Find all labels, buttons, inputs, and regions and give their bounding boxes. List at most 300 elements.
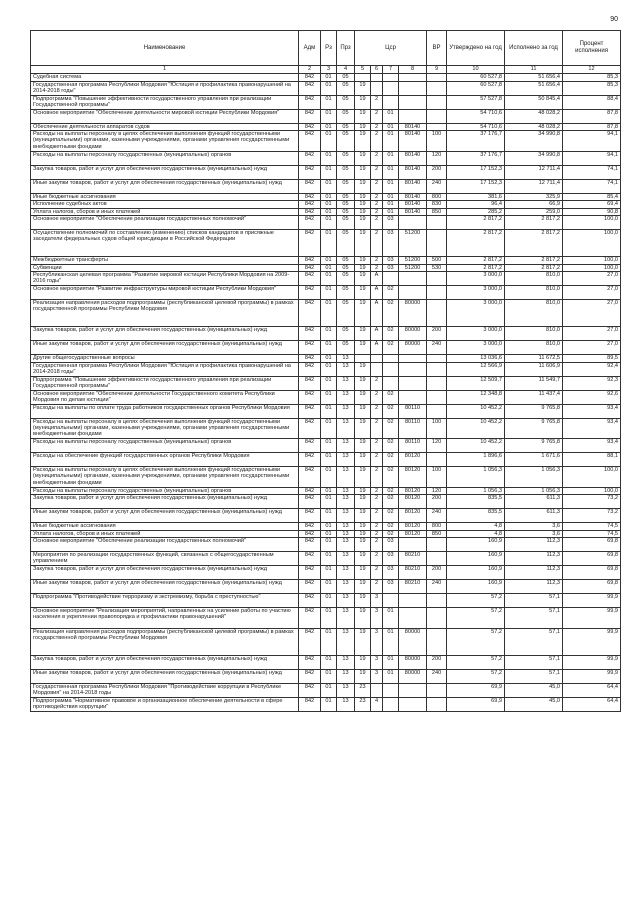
row-name: Реализация направления расходов подпрограммы (республиканской целевой программы) в рамках государственной программы Республики Мордовия <box>31 628 299 655</box>
row-csr-program: 19 <box>355 193 371 201</box>
row-name: Закупка товаров, работ и услуг для обеспечения государственных (муниципальных) нужд <box>31 566 299 580</box>
row-csr-subprogram: 2 <box>371 230 383 257</box>
row-vr: 200 <box>427 327 447 341</box>
row-plan: 3 000,0 <box>447 341 505 355</box>
row-plan: 96,4 <box>447 201 505 209</box>
row-rz: 01 <box>321 257 337 265</box>
col-number: 6 <box>371 66 383 74</box>
row-csr-direction: 80000 <box>399 327 427 341</box>
row-percent: 93,4 <box>563 439 621 453</box>
row-adm: 842 <box>299 257 321 265</box>
row-fact: 57,1 <box>505 594 563 608</box>
row-vr: 240 <box>427 179 447 193</box>
row-csr-program: 19 <box>355 123 371 131</box>
row-rz: 01 <box>321 109 337 123</box>
row-csr-direction <box>399 109 427 123</box>
row-rz: 01 <box>321 467 337 488</box>
row-plan: 835,5 <box>447 509 505 523</box>
row-prz: 05 <box>337 123 355 131</box>
table-row <box>31 131 621 152</box>
row-prz: 13 <box>337 669 355 683</box>
row-fact: 810,0 <box>505 286 563 300</box>
row-plan: 1 056,3 <box>447 467 505 488</box>
row-percent: 90,8 <box>563 208 621 216</box>
row-prz: 13 <box>337 390 355 404</box>
row-prz: 13 <box>337 404 355 418</box>
row-prz: 13 <box>337 608 355 629</box>
row-csr-event: 03 <box>383 580 399 594</box>
row-csr-event: 02 <box>383 300 399 327</box>
row-fact: 259,0 <box>505 208 563 216</box>
row-name: Иные закупки товаров, работ и услуг для обеспечения государственных (муниципальных) нужд <box>31 179 299 193</box>
row-csr-subprogram: 2 <box>371 95 383 109</box>
row-plan: 160,9 <box>447 580 505 594</box>
table-row <box>31 165 621 179</box>
row-csr-direction: 80140 <box>399 179 427 193</box>
row-adm: 842 <box>299 165 321 179</box>
row-adm: 842 <box>299 523 321 531</box>
row-adm: 842 <box>299 669 321 683</box>
row-csr-program: 19 <box>355 131 371 152</box>
row-csr-direction: 80140 <box>399 131 427 152</box>
row-vr <box>427 216 447 230</box>
row-fact: 2 817,2 <box>505 216 563 230</box>
row-rz: 01 <box>321 683 337 697</box>
row-csr-subprogram: 2 <box>371 201 383 209</box>
row-plan: 160,9 <box>447 552 505 566</box>
row-vr <box>427 74 447 82</box>
row-csr-direction: 80140 <box>399 208 427 216</box>
row-vr: 200 <box>427 495 447 509</box>
row-csr-event: 03 <box>383 566 399 580</box>
row-csr-program: 19 <box>355 216 371 230</box>
row-name: Расходы на выплаты персоналу в целях обеспечения выполнения функций государственными (муниципальными) органами, казенными учреждениями, органами управления государственными внебюджетными фондами <box>31 467 299 488</box>
table-row <box>31 341 621 355</box>
row-csr-direction: 80140 <box>399 193 427 201</box>
row-plan: 57,2 <box>447 655 505 669</box>
table-row <box>31 208 621 216</box>
row-csr-event: 01 <box>383 201 399 209</box>
row-fact: 810,0 <box>505 300 563 327</box>
row-adm: 842 <box>299 179 321 193</box>
table-row <box>31 286 621 300</box>
row-csr-event: 02 <box>383 487 399 495</box>
row-adm: 842 <box>299 109 321 123</box>
row-csr-subprogram: 3 <box>371 594 383 608</box>
row-fact: 810,0 <box>505 272 563 286</box>
table-row <box>31 272 621 286</box>
row-adm: 842 <box>299 509 321 523</box>
row-csr-subprogram: 2 <box>371 580 383 594</box>
row-prz: 05 <box>337 216 355 230</box>
row-csr-subprogram: А <box>371 272 383 286</box>
row-csr-program: 19 <box>355 165 371 179</box>
row-percent: 85,3 <box>563 74 621 82</box>
row-percent: 69,8 <box>563 580 621 594</box>
row-csr-event: 01 <box>383 669 399 683</box>
row-csr-direction: 80140 <box>399 201 427 209</box>
table-row <box>31 355 621 363</box>
row-percent: 100,0 <box>563 230 621 257</box>
row-csr-event: 02 <box>383 327 399 341</box>
table-row <box>31 669 621 683</box>
row-rz: 01 <box>321 523 337 531</box>
row-fact: 34 990,8 <box>505 131 563 152</box>
row-csr-subprogram: 2 <box>371 552 383 566</box>
row-csr-subprogram: А <box>371 341 383 355</box>
row-adm: 842 <box>299 453 321 467</box>
row-csr-subprogram: 2 <box>371 131 383 152</box>
row-csr-program: 23 <box>355 683 371 697</box>
row-csr-direction: 80110 <box>399 418 427 439</box>
row-csr-direction: 51200 <box>399 230 427 257</box>
table-row <box>31 495 621 509</box>
row-csr-event: 02 <box>383 404 399 418</box>
col-number: 4 <box>337 66 355 74</box>
table-row <box>31 300 621 327</box>
row-name: Иные закупки товаров, работ и услуг для обеспечения государственных (муниципальных) нужд <box>31 580 299 594</box>
row-prz: 05 <box>337 327 355 341</box>
row-rz: 01 <box>321 230 337 257</box>
col-number: 7 <box>383 66 399 74</box>
table-row <box>31 404 621 418</box>
row-rz: 01 <box>321 390 337 404</box>
row-csr-event <box>383 81 399 95</box>
row-percent: 73,2 <box>563 495 621 509</box>
row-fact: 9 765,8 <box>505 439 563 453</box>
col-header-rz: Рз <box>321 31 337 66</box>
row-rz: 01 <box>321 193 337 201</box>
row-csr-direction <box>399 355 427 363</box>
row-csr-subprogram: 2 <box>371 418 383 439</box>
row-percent: 74,5 <box>563 530 621 538</box>
row-csr-program: 19 <box>355 495 371 509</box>
row-name: Мероприятия по реализации государственных функций, связанных с общегосударственным управлением <box>31 552 299 566</box>
row-rz: 01 <box>321 697 337 711</box>
row-adm: 842 <box>299 230 321 257</box>
row-plan: 10 452,2 <box>447 439 505 453</box>
row-plan: 2 817,2 <box>447 230 505 257</box>
row-prz: 13 <box>337 552 355 566</box>
row-csr-event <box>383 683 399 697</box>
table-row <box>31 655 621 669</box>
row-csr-program: 19 <box>355 509 371 523</box>
col-header-fact: Исполнено за год <box>505 31 563 66</box>
row-csr-subprogram <box>371 362 383 376</box>
table-row <box>31 74 621 82</box>
row-name: Расходы на выплаты персоналу в целях обеспечения выполнения функций государственными (муниципальными) органами, казенными учреждениями, органами управления государственными внебюджетными фондами <box>31 131 299 152</box>
row-csr-subprogram: 2 <box>371 453 383 467</box>
row-csr-subprogram: 2 <box>371 467 383 488</box>
row-csr-subprogram: 2 <box>371 123 383 131</box>
row-csr-subprogram: А <box>371 286 383 300</box>
col-header-pct: Процент исполнения <box>563 31 621 66</box>
row-vr <box>427 608 447 629</box>
row-prz: 13 <box>337 655 355 669</box>
row-adm: 842 <box>299 74 321 82</box>
row-plan: 17 152,3 <box>447 179 505 193</box>
row-prz: 05 <box>337 193 355 201</box>
row-prz: 13 <box>337 530 355 538</box>
row-percent: 69,8 <box>563 538 621 552</box>
row-percent: 27,0 <box>563 272 621 286</box>
row-name: Судебная система <box>31 74 299 82</box>
row-percent: 89,5 <box>563 355 621 363</box>
row-csr-direction: 80000 <box>399 300 427 327</box>
col-number: 11 <box>505 66 563 74</box>
row-csr-program: 19 <box>355 300 371 327</box>
row-prz: 13 <box>337 509 355 523</box>
row-prz: 05 <box>337 131 355 152</box>
row-rz: 01 <box>321 404 337 418</box>
row-vr <box>427 683 447 697</box>
row-csr-direction: 80000 <box>399 628 427 655</box>
row-csr-direction: 80110 <box>399 439 427 453</box>
row-fact: 611,3 <box>505 509 563 523</box>
row-adm: 842 <box>299 580 321 594</box>
row-percent: 99,9 <box>563 628 621 655</box>
row-csr-direction <box>399 594 427 608</box>
row-plan: 3 000,0 <box>447 327 505 341</box>
row-csr-program <box>355 355 371 363</box>
row-csr-subprogram: 2 <box>371 509 383 523</box>
row-csr-program <box>355 74 371 82</box>
row-csr-event: 01 <box>383 628 399 655</box>
row-plan: 37 176,7 <box>447 131 505 152</box>
row-percent: 94,1 <box>563 151 621 165</box>
row-csr-direction: 80120 <box>399 523 427 531</box>
row-fact: 66,9 <box>505 201 563 209</box>
row-vr <box>427 552 447 566</box>
row-adm: 842 <box>299 131 321 152</box>
row-csr-subprogram: 2 <box>371 404 383 418</box>
row-csr-subprogram: 2 <box>371 151 383 165</box>
row-adm: 842 <box>299 439 321 453</box>
row-csr-event: 02 <box>383 523 399 531</box>
row-percent: 69,4 <box>563 201 621 209</box>
row-adm: 842 <box>299 608 321 629</box>
row-vr <box>427 453 447 467</box>
row-vr <box>427 109 447 123</box>
row-rz: 01 <box>321 376 337 390</box>
row-prz: 05 <box>337 151 355 165</box>
row-csr-direction <box>399 272 427 286</box>
row-plan: 3 000,0 <box>447 300 505 327</box>
row-csr-program: 19 <box>355 538 371 552</box>
row-fact: 3,6 <box>505 523 563 531</box>
row-csr-program: 19 <box>355 95 371 109</box>
col-number: 2 <box>299 66 321 74</box>
row-csr-event: 03 <box>383 538 399 552</box>
row-csr-subprogram: 3 <box>371 669 383 683</box>
row-csr-direction: 80140 <box>399 151 427 165</box>
row-name: Государственная программа Республики Мордовия "Юстиция и профилактика правонарушений на 2014-2018 годы" <box>31 81 299 95</box>
row-percent: 92,3 <box>563 376 621 390</box>
row-adm: 842 <box>299 216 321 230</box>
row-adm: 842 <box>299 390 321 404</box>
row-csr-event <box>383 272 399 286</box>
row-fact: 810,0 <box>505 341 563 355</box>
row-name: Расходы на выплаты персоналу государственных (муниципальных) органов <box>31 151 299 165</box>
row-fact: 9 765,8 <box>505 404 563 418</box>
row-percent: 93,4 <box>563 418 621 439</box>
row-name: Государственная программа Республики Мордовия "Противодействие коррупции в Республике Мордовия" на 2014-2018 годы <box>31 683 299 697</box>
row-csr-program: 19 <box>355 552 371 566</box>
row-rz: 01 <box>321 538 337 552</box>
row-csr-direction: 80000 <box>399 669 427 683</box>
table-row <box>31 552 621 566</box>
row-rz: 01 <box>321 439 337 453</box>
row-csr-direction: 80120 <box>399 487 427 495</box>
table-row <box>31 467 621 488</box>
row-fact: 57,1 <box>505 628 563 655</box>
row-fact: 11 672,5 <box>505 355 563 363</box>
row-rz: 01 <box>321 487 337 495</box>
row-percent: 93,4 <box>563 404 621 418</box>
row-adm: 842 <box>299 538 321 552</box>
row-csr-direction: 80210 <box>399 552 427 566</box>
row-percent: 100,0 <box>563 467 621 488</box>
row-vr: 120 <box>427 487 447 495</box>
row-prz: 13 <box>337 683 355 697</box>
row-prz: 13 <box>337 580 355 594</box>
row-percent: 100,0 <box>563 216 621 230</box>
row-csr-event: 01 <box>383 608 399 629</box>
row-adm: 842 <box>299 655 321 669</box>
col-header-csr: Цср <box>355 31 427 66</box>
row-adm: 842 <box>299 594 321 608</box>
row-percent: 74,1 <box>563 165 621 179</box>
row-csr-program: 19 <box>355 580 371 594</box>
row-fact: 810,0 <box>505 327 563 341</box>
row-vr: 240 <box>427 669 447 683</box>
row-csr-program: 19 <box>355 327 371 341</box>
row-csr-event: 01 <box>383 165 399 179</box>
row-vr: 800 <box>427 523 447 531</box>
row-csr-direction <box>399 538 427 552</box>
row-rz: 01 <box>321 594 337 608</box>
row-adm: 842 <box>299 208 321 216</box>
row-csr-program: 19 <box>355 376 371 390</box>
col-header-name: Наименование <box>31 31 299 66</box>
row-percent: 27,0 <box>563 327 621 341</box>
row-csr-subprogram: 4 <box>371 697 383 711</box>
row-prz: 13 <box>337 439 355 453</box>
row-csr-subprogram: 2 <box>371 257 383 265</box>
row-csr-event <box>383 355 399 363</box>
row-fact: 112,3 <box>505 552 563 566</box>
row-adm: 842 <box>299 286 321 300</box>
row-csr-direction: 80120 <box>399 530 427 538</box>
row-vr: 850 <box>427 208 447 216</box>
row-rz: 01 <box>321 201 337 209</box>
row-csr-event: 01 <box>383 193 399 201</box>
row-percent: 74,1 <box>563 179 621 193</box>
row-rz: 01 <box>321 669 337 683</box>
row-csr-subprogram: А <box>371 300 383 327</box>
row-prz: 05 <box>337 201 355 209</box>
row-csr-program: 19 <box>355 523 371 531</box>
row-adm: 842 <box>299 404 321 418</box>
table-row <box>31 230 621 257</box>
row-csr-program: 19 <box>355 362 371 376</box>
row-plan: 57,2 <box>447 608 505 629</box>
row-percent: 99,9 <box>563 608 621 629</box>
page-number: 90 <box>610 16 618 23</box>
row-vr: 120 <box>427 439 447 453</box>
col-header-prz: Прз <box>337 31 355 66</box>
row-name: Основное мероприятие "Обеспечение деятельности мировой юстиции Республики Мордовия" <box>31 109 299 123</box>
row-rz: 01 <box>321 552 337 566</box>
row-plan: 160,9 <box>447 566 505 580</box>
row-csr-program: 19 <box>355 109 371 123</box>
row-adm: 842 <box>299 81 321 95</box>
row-adm: 842 <box>299 355 321 363</box>
row-adm: 842 <box>299 264 321 272</box>
row-plan: 69,9 <box>447 683 505 697</box>
row-vr: 530 <box>427 264 447 272</box>
row-csr-direction <box>399 390 427 404</box>
row-name: Основное мероприятие "Обеспечение реализации государственных полномочий" <box>31 538 299 552</box>
row-percent: 87,8 <box>563 109 621 123</box>
row-csr-subprogram: 2 <box>371 495 383 509</box>
row-csr-event: 02 <box>383 341 399 355</box>
row-adm: 842 <box>299 327 321 341</box>
row-percent: 100,0 <box>563 264 621 272</box>
row-csr-program: 19 <box>355 208 371 216</box>
row-vr <box>427 81 447 95</box>
row-rz: 01 <box>321 530 337 538</box>
row-fact: 57,1 <box>505 655 563 669</box>
row-rz: 01 <box>321 179 337 193</box>
row-plan: 60 527,8 <box>447 74 505 82</box>
row-csr-event: 01 <box>383 123 399 131</box>
row-prz: 13 <box>337 538 355 552</box>
row-plan: 3 000,0 <box>447 272 505 286</box>
row-adm: 842 <box>299 418 321 439</box>
row-vr <box>427 286 447 300</box>
row-vr <box>427 390 447 404</box>
row-percent: 99,9 <box>563 655 621 669</box>
row-vr <box>427 404 447 418</box>
row-name: Основное мероприятие "Развитие инфраструктуры мировой юстиции Республики Мордовия" <box>31 286 299 300</box>
row-prz: 05 <box>337 179 355 193</box>
row-csr-program: 19 <box>355 179 371 193</box>
row-csr-direction <box>399 683 427 697</box>
row-name: Расходы на выплаты персоналу государственных (муниципальных) органов <box>31 439 299 453</box>
row-rz: 01 <box>321 495 337 509</box>
row-name: Основное мероприятие "Реализация мероприятий, направленных на усиление работы по участию населения в укреплении правопорядка и профилактики правонарушений" <box>31 608 299 629</box>
budget-table <box>30 30 621 712</box>
row-csr-subprogram: 3 <box>371 655 383 669</box>
row-fact: 1 056,3 <box>505 487 563 495</box>
row-csr-event: 01 <box>383 109 399 123</box>
row-percent: 88,4 <box>563 95 621 109</box>
row-prz: 13 <box>337 495 355 509</box>
header-row <box>31 31 621 66</box>
row-prz: 05 <box>337 81 355 95</box>
row-csr-program: 19 <box>355 341 371 355</box>
row-adm: 842 <box>299 201 321 209</box>
row-adm: 842 <box>299 552 321 566</box>
row-csr-program: 19 <box>355 151 371 165</box>
row-rz: 01 <box>321 95 337 109</box>
row-name: Иные закупки товаров, работ и услуг для обеспечения государственных (муниципальных) нужд <box>31 669 299 683</box>
col-header-plan: Утверждено на год <box>447 31 505 66</box>
row-plan: 2 817,2 <box>447 264 505 272</box>
col-number: 8 <box>399 66 427 74</box>
row-fact: 325,9 <box>505 193 563 201</box>
